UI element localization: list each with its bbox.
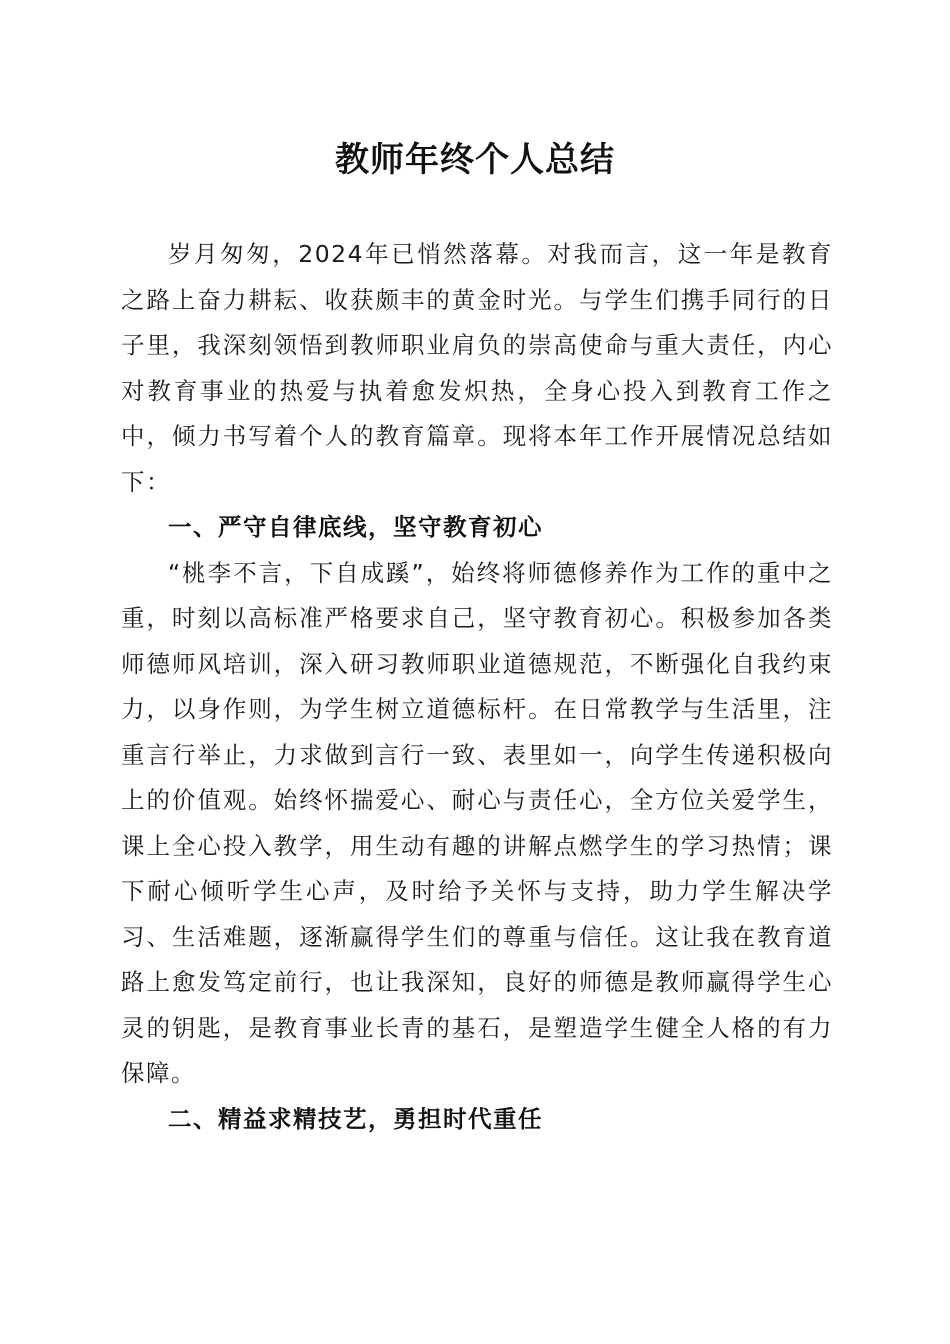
section-1-paragraph: “桃李不言，下自成蹊”，始终将师德修养作为工作的重中之重，时刻以高标准严格要求自己，坚守教育初心。积极参加各类师德师风培训，深入研习教师职业道德规范，不断强化自我约束力，以身作则，为学生树立道德标杆。在日常教学与生活里，注重言行举止，力求做到言行一致、表里如一，向学生传递积极向上的价值观。始终怀揣爱心、耐心与责任心，全方位关爱学生，课上全心投入教学，用生动有趣的讲解点燃学生的学习热情；课下耐心倾听学生心声，及时给予关怀与支持，助力学生解决学习、生活难题，逐渐赢得学生们的尊重与信任。这让我在教育道路上愈发笃定前行，也让我深知，良好的师德是教师赢得学生心灵的钥匙，是教育事业长青的基石，是塑造学生健全人格的有力保障。 (121, 558, 833, 1087)
intro-paragraph: 岁月匆匆，2024年已悄然落幕。对我而言，这一年是教育之路上奋力耕耘、收获颇丰的黄金时光。与学生们携手同行的日子里，我深刻领悟到教师职业肩负的崇高使命与重大责任，内心对教育事业的热爱与执着愈发炽热，全身心投入到教育工作之中，倾力书写着个人的教育篇章。现将本年工作开展情况总结如下： (121, 240, 833, 496)
document-body (121, 232, 833, 1142)
section-2-heading: 二、精益求精技艺，勇担时代重任 (168, 1104, 543, 1133)
document-title: 教师年终个人总结 (335, 140, 615, 180)
section-1-heading: 一、严守自律底线，坚守教育初心 (168, 513, 543, 541)
